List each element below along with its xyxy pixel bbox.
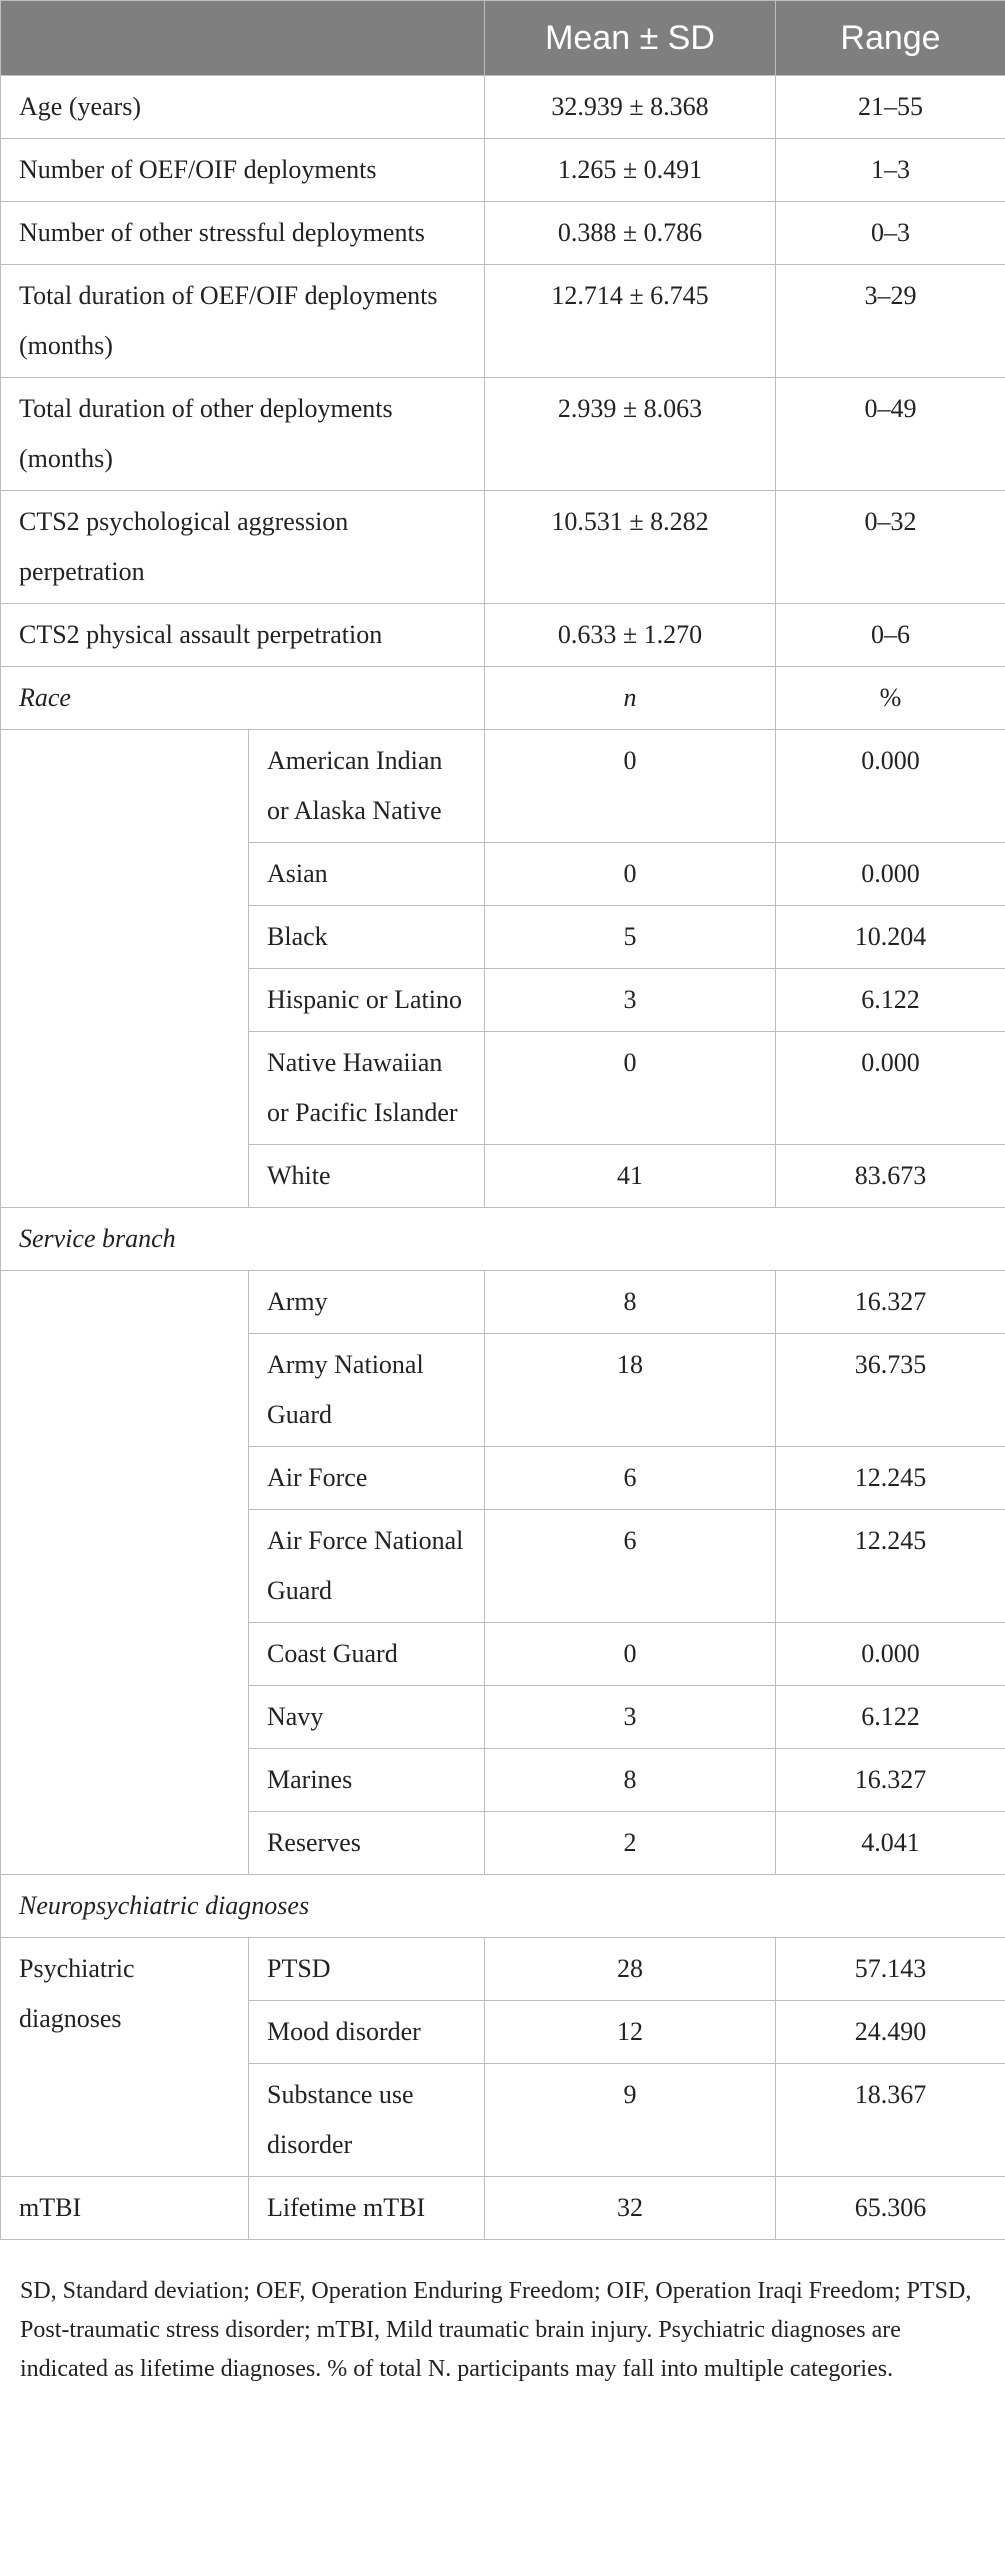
n-value: 18: [485, 1334, 776, 1447]
n-value: 6: [485, 1510, 776, 1623]
group-spacer-cell: [1, 730, 249, 1208]
table-row: [1, 491, 1005, 604]
percent-value: 10.204: [776, 906, 1005, 969]
row-label: Age (years): [1, 76, 485, 139]
percent-value: 12.245: [776, 1447, 1005, 1510]
table-row: [1, 265, 1005, 378]
n-value: 8: [485, 1749, 776, 1812]
percent-value: 0.000: [776, 730, 1005, 843]
row-label: Asian: [249, 843, 485, 906]
percent-value: 0.000: [776, 1032, 1005, 1145]
n-value: 0: [485, 1623, 776, 1686]
percent-value: 0.000: [776, 1623, 1005, 1686]
n-value: 28: [485, 1938, 776, 2001]
table-row: [1, 76, 1005, 139]
header-mean-sd: Mean ± SD: [485, 1, 776, 76]
percent-value: 0.000: [776, 843, 1005, 906]
percent-value: 83.673: [776, 1145, 1005, 1208]
n-value: 3: [485, 969, 776, 1032]
row-label: Air Force National Guard: [249, 1510, 485, 1623]
table-row: [1, 604, 1005, 667]
n-value: 41: [485, 1145, 776, 1208]
n-value: 5: [485, 906, 776, 969]
group-label-mtbi: mTBI: [1, 2177, 249, 2240]
percent-value: 24.490: [776, 2001, 1005, 2064]
table-row: [1, 1271, 1005, 1334]
mean-sd-value: 12.714 ± 6.745: [485, 265, 776, 378]
mean-sd-value: 0.633 ± 1.270: [485, 604, 776, 667]
header-range: Range: [776, 1, 1005, 76]
range-value: 21–55: [776, 76, 1005, 139]
n-column-label: n: [485, 667, 776, 730]
row-label: Navy: [249, 1686, 485, 1749]
header-blank-cell: [1, 1, 485, 76]
n-value: 12: [485, 2001, 776, 2064]
mean-sd-value: 10.531 ± 8.282: [485, 491, 776, 604]
row-label: Reserves: [249, 1812, 485, 1875]
table-row: [1, 2177, 1005, 2240]
n-value: 6: [485, 1447, 776, 1510]
row-label: PTSD: [249, 1938, 485, 2001]
range-value: 0–32: [776, 491, 1005, 604]
n-value: 0: [485, 1032, 776, 1145]
n-value: 0: [485, 843, 776, 906]
row-label: CTS2 psychological aggression perpetration: [1, 491, 485, 604]
table-row: [1, 1938, 1005, 2001]
percent-value: 36.735: [776, 1334, 1005, 1447]
section-title-neuropsychiatric: Neuropsychiatric diagnoses: [1, 1875, 1005, 1938]
percent-value: 57.143: [776, 1938, 1005, 2001]
row-label: Substance use disorder: [249, 2064, 485, 2177]
n-value: 3: [485, 1686, 776, 1749]
table-row: [1, 378, 1005, 491]
table-row: [1, 139, 1005, 202]
percent-value: 6.122: [776, 1686, 1005, 1749]
section-header-row: [1, 1208, 1005, 1271]
row-label: Total duration of other deployments (months): [1, 378, 485, 491]
mean-sd-value: 1.265 ± 0.491: [485, 139, 776, 202]
row-label: Number of other stressful deployments: [1, 202, 485, 265]
section-title-service-branch: Service branch: [1, 1208, 1005, 1271]
row-label: Coast Guard: [249, 1623, 485, 1686]
range-value: 0–6: [776, 604, 1005, 667]
percent-value: 16.327: [776, 1271, 1005, 1334]
row-label: Air Force: [249, 1447, 485, 1510]
row-label: Army: [249, 1271, 485, 1334]
percent-value: 4.041: [776, 1812, 1005, 1875]
percent-value: 16.327: [776, 1749, 1005, 1812]
n-value: 2: [485, 1812, 776, 1875]
section-title-race: Race: [1, 667, 485, 730]
percent-value: 65.306: [776, 2177, 1005, 2240]
section-header-row: [1, 667, 1005, 730]
row-label: CTS2 physical assault perpetration: [1, 604, 485, 667]
n-value: 8: [485, 1271, 776, 1334]
table-row: [1, 730, 1005, 843]
row-label: Number of OEF/OIF deployments: [1, 139, 485, 202]
row-label: Native Hawaiian or Pacific Islander: [249, 1032, 485, 1145]
row-label: Army National Guard: [249, 1334, 485, 1447]
range-value: 3–29: [776, 265, 1005, 378]
percent-value: 18.367: [776, 2064, 1005, 2177]
mean-sd-value: 32.939 ± 8.368: [485, 76, 776, 139]
row-label: Lifetime mTBI: [249, 2177, 485, 2240]
row-label: White: [249, 1145, 485, 1208]
row-label: American Indian or Alaska Native: [249, 730, 485, 843]
percent-value: 6.122: [776, 969, 1005, 1032]
group-label-psychiatric: Psychiatric diagnoses: [1, 1938, 249, 2177]
table-row: [1, 202, 1005, 265]
percent-value: 12.245: [776, 1510, 1005, 1623]
row-label: Black: [249, 906, 485, 969]
row-label: Hispanic or Latino: [249, 969, 485, 1032]
n-value: 32: [485, 2177, 776, 2240]
row-label: Mood disorder: [249, 2001, 485, 2064]
range-value: 1–3: [776, 139, 1005, 202]
n-value: 0: [485, 730, 776, 843]
range-value: 0–49: [776, 378, 1005, 491]
mean-sd-value: 0.388 ± 0.786: [485, 202, 776, 265]
percent-column-label: %: [776, 667, 1005, 730]
mean-sd-value: 2.939 ± 8.063: [485, 378, 776, 491]
n-value: 9: [485, 2064, 776, 2177]
group-spacer-cell: [1, 1271, 249, 1875]
range-value: 0–3: [776, 202, 1005, 265]
table-footnote: SD, Standard deviation; OEF, Operation Enduring Freedom; OIF, Operation Iraqi Freedom; PTSD, Post-traumatic stress disorder; mTBI, Mild traumatic brain injury. Psychiatric diagnoses are indicated as lifetime diagnoses. % of total N. participants may fall into multiple categories.: [20, 2278, 972, 2382]
row-label: Marines: [249, 1749, 485, 1812]
section-header-row: [1, 1875, 1005, 1938]
table-header-row: [1, 1, 1005, 76]
row-label: Total duration of OEF/OIF deployments (months): [1, 265, 485, 378]
